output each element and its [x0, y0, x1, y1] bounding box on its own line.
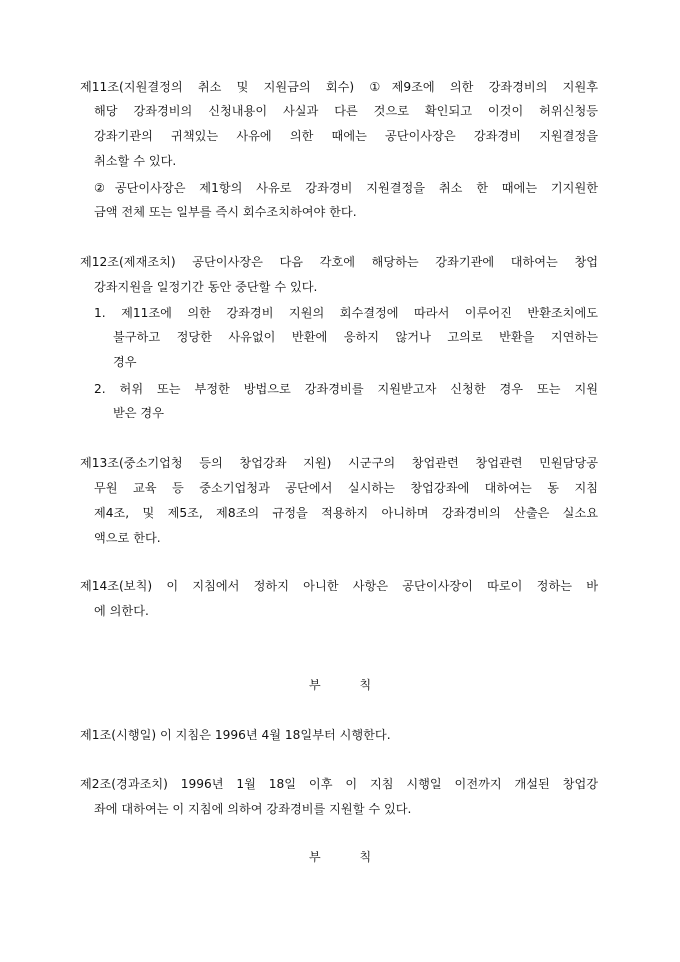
article-13-line-3: 제4조, 및 제5조, 제8조의 규정을 적용하지 아니하며 강좌경비의 산출은 실소요	[94, 506, 598, 520]
article-14-line-2: 에 의한다.	[94, 604, 149, 618]
supplementary-article-2-line-1: 제2조(경과조치) 1996년 1월 18일 이후 이 지침 시행일 이전까지 개설된 창업강	[80, 777, 598, 791]
supplementary-article-2-line-2: 좌에 대하여는 이 지침에 의하여 강좌경비를 지원할 수 있다.	[94, 802, 412, 816]
article-12-item-2-line-1: 2. 허위 또는 부정한 방법으로 강좌경비를 지원받고자 신청한 경우 또는 지원	[94, 382, 598, 396]
article-13-line-1: 제13조(중소기업청 등의 창업강좌 지원) 시군구의 창업관련 창업관련 민원담당공	[80, 456, 598, 470]
article-14-line-1: 제14조(보칙) 이 지침에서 정하지 아니한 사항은 공단이사장이 따로이 정하는 바	[80, 579, 598, 593]
article-12-item-1-line-3: 경우	[113, 355, 137, 369]
article-11-line-6: 금액 전체 또는 일부를 즉시 회수조치하여야 한다.	[94, 205, 357, 219]
article-12-item-1-line-2: 불구하고 정당한 사유없이 반환에 응하지 않거나 고의로 반환을 지연하는	[113, 330, 598, 344]
article-13-line-2: 무원 교육 등 중소기업청과 공단에서 실시하는 창업강좌에 대하여는 동 지침	[94, 481, 598, 495]
article-11-line-5: ②공단이사장은 제1항의 사유로 강좌경비 지원결정을 취소 한 때에는 기지원한	[94, 181, 598, 195]
supplementary-heading-2: 부 칙	[308, 850, 372, 864]
article-12-item-2-line-2: 받은 경우	[113, 406, 164, 420]
supplementary-article-1-line-1: 제1조(시행일) 이 지침은 1996년 4월 18일부터 시행한다.	[80, 728, 391, 742]
article-12-line-2: 강좌지원을 일정기간 동안 중단할 수 있다.	[94, 280, 318, 294]
article-12-item-1-line-1: 1. 제11조에 의한 강좌경비 지원의 회수결정에 따라서 이루어진 반환조치에도	[94, 306, 598, 320]
article-11-line-3: 강좌기관의 귀책있는 사유에 의한 때에는 공단이사장은 강좌경비 지원결정을	[94, 129, 598, 143]
supplementary-heading: 부 칙	[308, 678, 372, 692]
article-11-line-2: 해당 강좌경비의 신청내용이 사실과 다른 것으로 확인되고 이것이 허위신청등	[94, 104, 598, 118]
article-11-line-4: 취소할 수 있다.	[94, 154, 177, 168]
article-13-line-4: 액으로 한다.	[94, 531, 161, 545]
article-11-line-1: 제11조(지원결정의 취소 및 지원금의 회수) ①제9조에 의한 강좌경비의 지원후	[80, 80, 598, 94]
article-12-line-1: 제12조(제재조치) 공단이사장은 다음 각호에 해당하는 강좌기관에 대하여는 창업	[80, 255, 598, 269]
